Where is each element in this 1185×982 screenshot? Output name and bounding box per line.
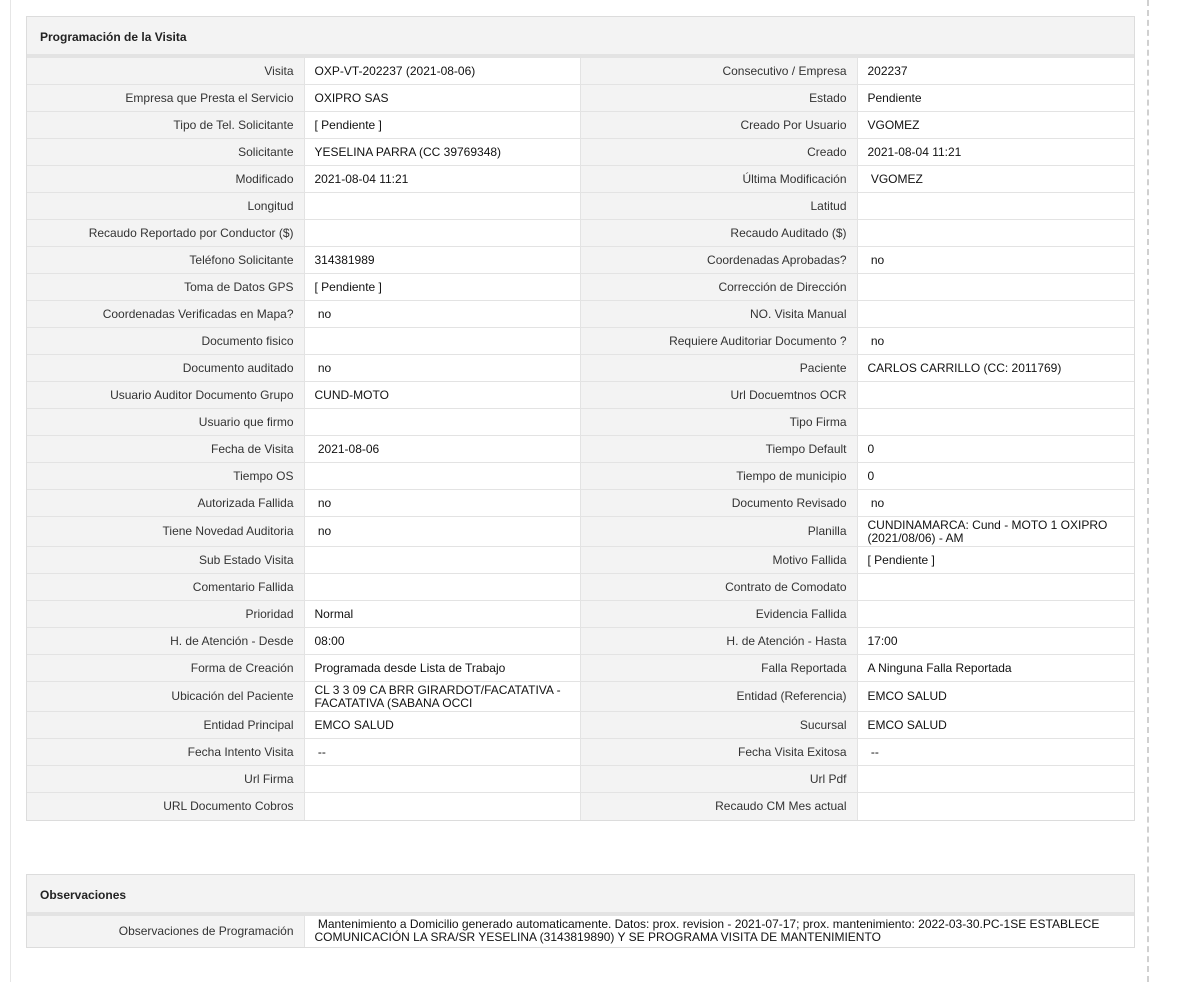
field-value xyxy=(857,574,1134,601)
field-label: Documento auditado xyxy=(27,355,304,382)
field-value: 08:00 xyxy=(304,628,580,655)
table-row xyxy=(27,916,1134,947)
field-value: CARLOS CARRILLO (CC: 2011769) xyxy=(857,355,1134,382)
table-row xyxy=(27,220,1134,247)
field-label: Fecha Intento Visita xyxy=(27,739,304,766)
field-value: [ Pendiente ] xyxy=(857,547,1134,574)
field-value: VGOMEZ xyxy=(857,112,1134,139)
table-row xyxy=(27,58,1134,85)
field-label: Tiempo Default xyxy=(580,436,857,463)
table-row xyxy=(27,490,1134,517)
table-row xyxy=(27,766,1134,793)
field-value xyxy=(857,793,1134,820)
field-value: A Ninguna Falla Reportada xyxy=(857,655,1134,682)
field-label: Empresa que Presta el Servicio xyxy=(27,85,304,112)
programacion-title: Programación de la Visita xyxy=(27,17,1134,57)
field-label: Prioridad xyxy=(27,601,304,628)
field-label: Autorizada Fallida xyxy=(27,490,304,517)
field-value: Pendiente xyxy=(857,85,1134,112)
field-label: Tiempo OS xyxy=(27,463,304,490)
field-label: Evidencia Fallida xyxy=(580,601,857,628)
field-value xyxy=(857,220,1134,247)
table-row xyxy=(27,166,1134,193)
programacion-table xyxy=(27,57,1134,820)
field-label: Comentario Fallida xyxy=(27,574,304,601)
field-label: Motivo Fallida xyxy=(580,547,857,574)
field-label: Url Pdf xyxy=(580,766,857,793)
field-value xyxy=(857,301,1134,328)
field-label: Usuario Auditor Documento Grupo xyxy=(27,382,304,409)
field-value xyxy=(304,547,580,574)
field-value: CUNDINAMARCA: Cund - MOTO 1 OXIPRO (2021/08/06) - AM xyxy=(857,517,1134,547)
field-value: EMCO SALUD xyxy=(857,712,1134,739)
table-row xyxy=(27,409,1134,436)
table-row xyxy=(27,712,1134,739)
field-label: Coordenadas Verificadas en Mapa? xyxy=(27,301,304,328)
table-row xyxy=(27,274,1134,301)
table-row xyxy=(27,628,1134,655)
field-label: URL Documento Cobros xyxy=(27,793,304,820)
observaciones-title: Observaciones xyxy=(27,875,1134,915)
field-value: OXIPRO SAS xyxy=(304,85,580,112)
field-value xyxy=(304,793,580,820)
field-label: NO. Visita Manual xyxy=(580,301,857,328)
field-label: Url Firma xyxy=(27,766,304,793)
field-value xyxy=(857,409,1134,436)
field-label: Url Docuemtnos OCR xyxy=(580,382,857,409)
table-row xyxy=(27,355,1134,382)
field-label: Sucursal xyxy=(580,712,857,739)
field-value xyxy=(857,382,1134,409)
field-value xyxy=(857,193,1134,220)
table-row xyxy=(27,601,1134,628)
field-label: Tiene Novedad Auditoria xyxy=(27,517,304,547)
field-value: 17:00 xyxy=(857,628,1134,655)
field-label: Planilla xyxy=(580,517,857,547)
field-value xyxy=(304,328,580,355)
field-value: no xyxy=(857,328,1134,355)
field-value xyxy=(857,274,1134,301)
field-value: EMCO SALUD xyxy=(304,712,580,739)
table-row xyxy=(27,247,1134,274)
field-label: Tiempo de municipio xyxy=(580,463,857,490)
field-label: Recaudo Auditado ($) xyxy=(580,220,857,247)
table-row xyxy=(27,547,1134,574)
table-row xyxy=(27,301,1134,328)
table-row xyxy=(27,85,1134,112)
table-row xyxy=(27,655,1134,682)
field-label: Modificado xyxy=(27,166,304,193)
field-value xyxy=(304,574,580,601)
observaciones-value: Mantenimiento a Domicilio generado automaticamente. Datos: prox. revision - 2021-07-17; prox. mantenimiento: 2022-03-30.PC-1SE ESTABLECE COMUNICACIÓN LA SRA/SR YESELINA (3143819890) Y SE PROGRAMA VISITA DE MANTENIMIENTO xyxy=(304,916,1134,947)
field-label: Fecha de Visita xyxy=(27,436,304,463)
table-row xyxy=(27,517,1134,547)
field-label: Entidad Principal xyxy=(27,712,304,739)
field-label: Corrección de Dirección xyxy=(580,274,857,301)
table-row xyxy=(27,328,1134,355)
field-label: Documento Revisado xyxy=(580,490,857,517)
field-label: Latitud xyxy=(580,193,857,220)
field-label: Teléfono Solicitante xyxy=(27,247,304,274)
field-label: Visita xyxy=(27,58,304,85)
field-value: VGOMEZ xyxy=(857,166,1134,193)
field-value: -- xyxy=(304,739,580,766)
field-label: Coordenadas Aprobadas? xyxy=(580,247,857,274)
field-label: Recaudo Reportado por Conductor ($) xyxy=(27,220,304,247)
field-label: Usuario que firmo xyxy=(27,409,304,436)
field-label: Sub Estado Visita xyxy=(27,547,304,574)
field-label: Documento fisico xyxy=(27,328,304,355)
field-value xyxy=(304,463,580,490)
field-value xyxy=(304,766,580,793)
field-label: Entidad (Referencia) xyxy=(580,682,857,712)
field-label: Estado xyxy=(580,85,857,112)
table-row xyxy=(27,139,1134,166)
field-value: no xyxy=(304,355,580,382)
field-value: no xyxy=(304,301,580,328)
field-label: H. de Atención - Hasta xyxy=(580,628,857,655)
field-value: OXP-VT-202237 (2021-08-06) xyxy=(304,58,580,85)
table-row xyxy=(27,112,1134,139)
field-value: -- xyxy=(857,739,1134,766)
field-label: Forma de Creación xyxy=(27,655,304,682)
field-label: Tipo Firma xyxy=(580,409,857,436)
field-value xyxy=(304,220,580,247)
field-value: 0 xyxy=(857,436,1134,463)
field-value: 2021-08-06 xyxy=(304,436,580,463)
content-border-left xyxy=(10,0,11,982)
field-value: Normal xyxy=(304,601,580,628)
field-label: Creado Por Usuario xyxy=(580,112,857,139)
field-value: CUND-MOTO xyxy=(304,382,580,409)
field-label: Última Modificación xyxy=(580,166,857,193)
field-value: CL 3 3 09 CA BRR GIRARDOT/FACATATIVA - FACATATIVA (SABANA OCCI xyxy=(304,682,580,712)
table-row xyxy=(27,382,1134,409)
table-row xyxy=(27,436,1134,463)
field-value: [ Pendiente ] xyxy=(304,112,580,139)
observaciones-panel xyxy=(26,874,1135,948)
field-value xyxy=(857,766,1134,793)
field-label: Requiere Auditoriar Documento ? xyxy=(580,328,857,355)
field-label: Contrato de Comodato xyxy=(580,574,857,601)
field-value: no xyxy=(304,517,580,547)
field-label: Solicitante xyxy=(27,139,304,166)
field-label: Paciente xyxy=(580,355,857,382)
field-value: no xyxy=(304,490,580,517)
field-label: Consecutivo / Empresa xyxy=(580,58,857,85)
field-label: Falla Reportada xyxy=(580,655,857,682)
field-value: Programada desde Lista de Trabajo xyxy=(304,655,580,682)
field-value: no xyxy=(857,247,1134,274)
field-value: 2021-08-04 11:21 xyxy=(304,166,580,193)
content-border-right xyxy=(1147,0,1149,982)
table-row xyxy=(27,193,1134,220)
programacion-panel xyxy=(26,16,1135,821)
field-label: H. de Atención - Desde xyxy=(27,628,304,655)
field-label: Longitud xyxy=(27,193,304,220)
field-value xyxy=(857,601,1134,628)
field-value: 314381989 xyxy=(304,247,580,274)
table-row xyxy=(27,574,1134,601)
observaciones-table xyxy=(27,915,1134,947)
field-value xyxy=(304,193,580,220)
field-label: Tipo de Tel. Solicitante xyxy=(27,112,304,139)
field-label: Recaudo CM Mes actual xyxy=(580,793,857,820)
field-label: Fecha Visita Exitosa xyxy=(580,739,857,766)
field-label: Ubicación del Paciente xyxy=(27,682,304,712)
field-value xyxy=(304,409,580,436)
observaciones-label: Observaciones de Programación xyxy=(27,916,304,947)
field-label: Toma de Datos GPS xyxy=(27,274,304,301)
field-value: 202237 xyxy=(857,58,1134,85)
field-value: 2021-08-04 11:21 xyxy=(857,139,1134,166)
field-value: no xyxy=(857,490,1134,517)
table-row xyxy=(27,739,1134,766)
table-row xyxy=(27,793,1134,820)
table-row xyxy=(27,682,1134,712)
field-value: YESELINA PARRA (CC 39769348) xyxy=(304,139,580,166)
field-label: Creado xyxy=(580,139,857,166)
field-value: 0 xyxy=(857,463,1134,490)
field-value: [ Pendiente ] xyxy=(304,274,580,301)
table-row xyxy=(27,463,1134,490)
field-value: EMCO SALUD xyxy=(857,682,1134,712)
